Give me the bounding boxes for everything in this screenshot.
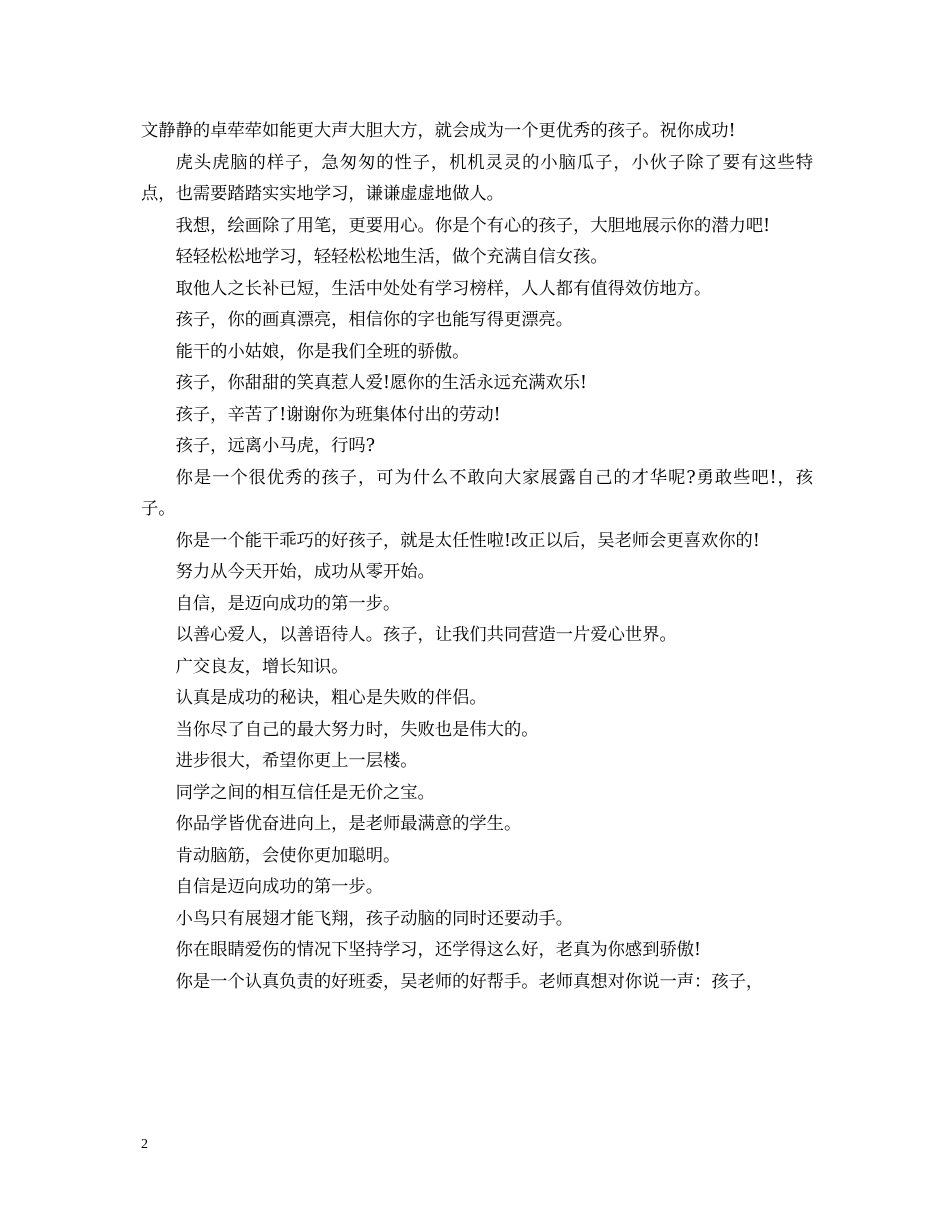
paragraph: 孩子，你的画真漂亮，相信你的字也能写得更漂亮。 bbox=[175, 310, 574, 330]
paragraph: 广交良友，增长知识。 bbox=[175, 656, 349, 677]
paragraph: 虎头虎脑的样子，急匆匆的性子，机机灵灵的小脑瓜子，小伙子除了要有这些特点，也需要踏踏实实地学习，谦谦虚虚地做人。 bbox=[141, 152, 813, 204]
paragraph: 能干的小姑娘，你是我们全班的骄傲。 bbox=[175, 341, 470, 362]
paragraph: 以善心爱人，以善语待人。孩子，让我们共同营造一片爱心世界。 bbox=[175, 625, 677, 645]
paragraph: 同学之间的相互信任是无价之宝。 bbox=[175, 782, 435, 803]
paragraph: 你是一个认真负责的好班委，吴老师的好帮手。老师真想对你说一声：孩子， bbox=[175, 971, 764, 992]
paragraph: 你是一个能干乖巧的好孩子，就是太任性啦!改正以后，吴老师会更喜欢你的! bbox=[175, 530, 760, 551]
paragraph: 自信是迈向成功的第一步。 bbox=[175, 877, 383, 897]
paragraph: 努力从今天开始，成功从零开始。 bbox=[175, 562, 435, 582]
paragraph: 你是一个很优秀的孩子，可为什么不敢向大家展露自己的才华呢?勇敢些吧!，孩子。 bbox=[141, 467, 813, 519]
paragraph: 进步很大，希望你更上一层楼。 bbox=[175, 751, 418, 771]
paragraph: 你在眼睛爱伤的情况下坚持学习，还学得这么好，老真为你感到骄傲! bbox=[175, 940, 701, 960]
paragraph: 小鸟只有展翅才能飞翔，孩子动脑的同时还要动手。 bbox=[175, 908, 574, 929]
page-number: 2 bbox=[141, 1137, 148, 1152]
paragraph: 你品学皆优奋进向上，是老师最满意的学生。 bbox=[175, 814, 522, 834]
paragraph: 孩子，你甜甜的笑真惹人爱!愿你的生活永远充满欢乐! bbox=[175, 373, 587, 393]
paragraph: 认真是成功的秘诀，粗心是失败的伴侣。 bbox=[175, 688, 487, 708]
paragraph: 轻轻松松地学习，轻轻松松地生活，做个充满自信女孩。 bbox=[175, 247, 608, 267]
body-text bbox=[141, 116, 813, 998]
paragraph: 当你尽了自己的最大努力时，失败也是伟大的。 bbox=[175, 719, 539, 740]
paragraph: 孩子，远离小马虎，行吗? bbox=[175, 436, 375, 456]
paragraph: 文静静的卓荦荦如能更大声大胆大方，就会成为一个更优秀的孩子。祝你成功! bbox=[141, 121, 736, 141]
paragraph: 取他人之长补已短，生活中处处有学习榜样，人人都有值得效仿地方。 bbox=[175, 278, 712, 299]
paragraph: 我想，绘画除了用笔，更要用心。你是个有心的孩子，大胆地展示你的潜力吧! bbox=[175, 215, 771, 236]
paragraph: 孩子，辛苦了!谢谢你为班集体付出的劳动! bbox=[175, 404, 501, 425]
paragraph: 自信，是迈向成功的第一步。 bbox=[175, 593, 401, 614]
paragraph: 肯动脑筋，会使你更加聪明。 bbox=[175, 845, 401, 866]
